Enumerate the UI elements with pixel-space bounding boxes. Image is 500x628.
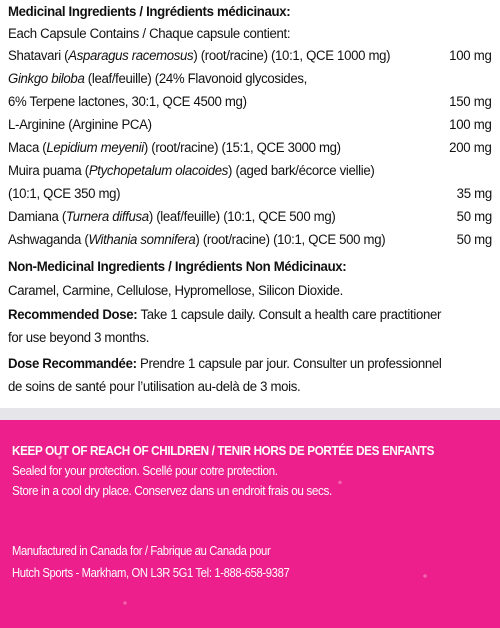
warning-panel <box>0 420 500 628</box>
amount-shatavari: 100 mg <box>449 48 492 64</box>
non-medicinal-list: Caramel, Carmine, Cellulose, Hypromellose, Silicon Dioxide. <box>8 283 343 299</box>
ingredient-ashwaganda: Ashwaganda (Withania somnifera) (root/racine) (10:1, QCE 500 mg) <box>8 232 386 248</box>
ingredient-shatavari: Shatavari (Asparagus racemosus) (root/racine) (10:1, QCE 1000 mg) <box>8 48 391 64</box>
amount-ginkgo: 150 mg <box>449 94 492 110</box>
recommended-dose: Recommended Dose: Take 1 capsule daily. Consult a health care practitioner <box>8 307 442 323</box>
amount-maca: 200 mg <box>449 140 492 156</box>
dose-recommandee: Dose Recommandée: Prendre 1 capsule par jour. Consulter un professionnel <box>8 356 442 372</box>
amount-damiana: 50 mg <box>456 209 492 225</box>
ingredient-ginkgo: Ginkgo biloba (leaf/feuille) (24% Flavonoid glycosides, <box>8 71 307 87</box>
manufacturer-contact: Hutch Sports - Markham, ON L3R 5G1 Tel: 1-888-658-9387 <box>12 566 290 580</box>
ingredient-ginkgo-cont: 6% Terpene lactones, 30:1, QCE 4500 mg) <box>8 94 247 110</box>
amount-ashwaganda: 50 mg <box>456 232 492 248</box>
sealed-notice: Sealed for your protection. Scellé pour cotre protection. <box>12 463 278 478</box>
ingredient-maca: Maca (Lepidium meyenii) (root/racine) (15:1, QCE 3000 mg) <box>8 140 341 156</box>
amount-muira-puama: 35 mg <box>456 186 492 202</box>
non-medicinal-heading: Non-Medicinal Ingredients / Ingrédients Non Médicinaux: <box>8 259 347 275</box>
capsule-contains: Each Capsule Contains / Chaque capsule contient: <box>8 26 291 42</box>
divider <box>0 408 500 420</box>
ingredient-muira-puama-cont: (10:1, QCE 350 mg) <box>8 186 121 202</box>
keep-out-warning: KEEP OUT OF REACH OF CHILDREN / TENIR HORS DE PORTÉE DES ENFANTS <box>12 443 435 458</box>
amount-arginine: 100 mg <box>449 117 492 133</box>
dose-recommandee-cont: de soins de santé pour l’utilisation au-delà de 3 mois. <box>8 379 301 395</box>
medicinal-heading: Medicinal Ingredients / Ingrédients médicinaux: <box>8 4 291 20</box>
manufacturer-line: Manufactured in Canada for / Fabrique au Canada pour <box>12 544 271 558</box>
recommended-dose-cont: for use beyond 3 months. <box>8 330 150 346</box>
storage-notice: Store in a cool dry place. Conservez dans un endroit frais ou secs. <box>12 483 332 498</box>
ingredient-muira-puama: Muira puama (Ptychopetalum olacoides) (aged bark/écorce viellie) <box>8 163 375 179</box>
ingredient-arginine: L-Arginine (Arginine PCA) <box>8 117 152 133</box>
ingredient-damiana: Damiana (Turnera diffusa) (leaf/feuille) (10:1, QCE 500 mg) <box>8 209 336 225</box>
